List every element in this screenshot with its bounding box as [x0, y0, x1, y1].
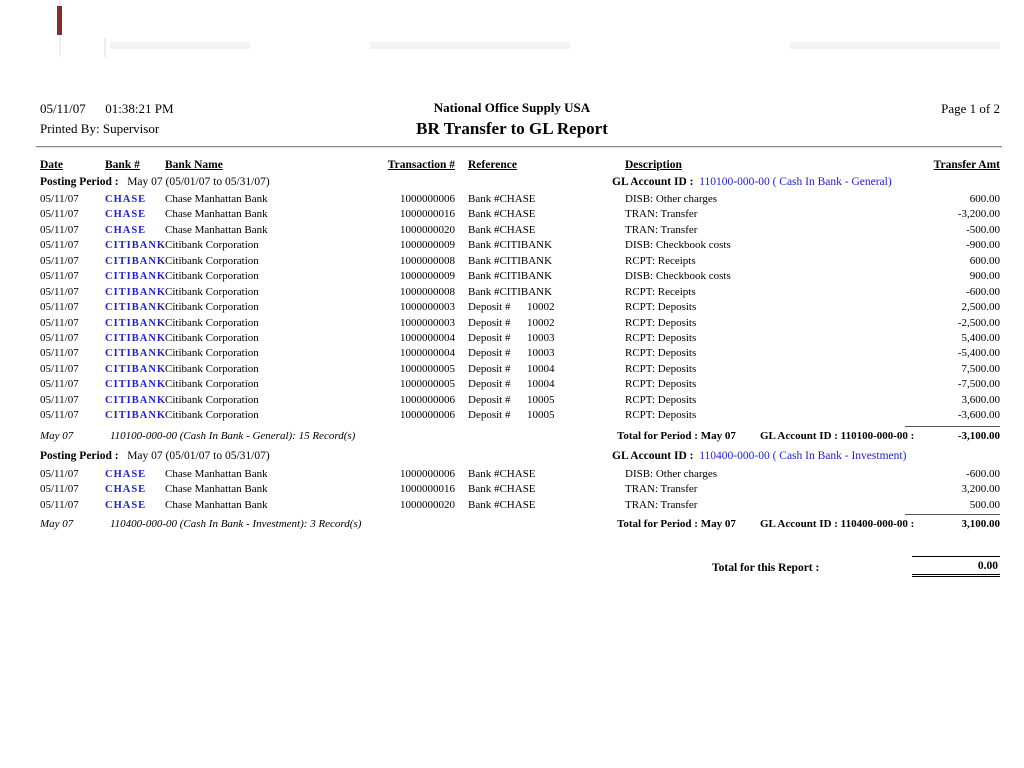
bank-number-link[interactable]: CITIBANK — [105, 379, 167, 391]
subtotal-period: May 07 — [40, 518, 74, 530]
posting-period-label: Posting Period : — [40, 176, 119, 188]
transfer-amount: -5,400.00 — [957, 347, 1000, 360]
description: TRAN: Transfer — [625, 483, 698, 496]
row-date: 05/11/07 — [40, 498, 79, 511]
bank-name: Citibank Corporation — [165, 301, 259, 314]
bank-name: Citibank Corporation — [165, 409, 259, 422]
transaction-number: 1000000016 — [400, 483, 455, 496]
table-row — [40, 347, 1000, 362]
transfer-amount: -7,500.00 — [957, 378, 1000, 391]
transaction-number: 1000000020 — [400, 498, 455, 511]
bank-number-link[interactable]: CHASE — [105, 499, 147, 511]
reference: Bank #CHASE — [468, 208, 536, 221]
bank-number-link[interactable]: CITIBANK — [105, 317, 167, 329]
row-date: 05/11/07 — [40, 285, 79, 298]
scan-artifact-streak — [790, 42, 1000, 49]
bank-number-link[interactable]: CHASE — [105, 209, 147, 221]
transfer-amount: -3,200.00 — [957, 208, 1000, 221]
bank-name: Chase Manhattan Bank — [165, 223, 268, 236]
reference: Deposit # 10004 — [468, 362, 555, 375]
description: RCPT: Deposits — [625, 378, 697, 391]
column-header-transfer-amt: Transfer Amt — [933, 159, 1000, 171]
scan-artifact-red-mark — [57, 6, 62, 35]
transaction-number: 1000000006 — [400, 468, 455, 480]
table-row — [40, 317, 1000, 332]
bank-name: Chase Manhattan Bank — [165, 498, 268, 511]
table-row — [40, 332, 1000, 347]
bank-name: Citibank Corporation — [165, 239, 259, 252]
row-date: 05/11/07 — [40, 208, 79, 221]
bank-name: Chase Manhattan Bank — [165, 468, 268, 480]
description: RCPT: Deposits — [625, 409, 697, 422]
table-row — [40, 193, 1000, 208]
table-row — [40, 363, 1000, 378]
row-date: 05/11/07 — [40, 301, 79, 314]
bank-name: Citibank Corporation — [165, 254, 259, 267]
transaction-table-group-2 — [40, 468, 1000, 514]
table-row — [40, 301, 1000, 316]
reference: Bank #CITIBANK — [468, 254, 553, 267]
transfer-amount: 600.00 — [969, 254, 1000, 267]
scan-artifact-line — [104, 38, 106, 57]
description: RCPT: Receipts — [625, 254, 696, 267]
table-row — [40, 270, 1000, 285]
bank-number-link[interactable]: CITIBANK — [105, 240, 167, 252]
posting-period-value: May 07 (05/01/07 to 05/31/07) — [127, 176, 270, 188]
table-row — [40, 224, 1000, 239]
period-total-amount: -3,100.00 — [905, 426, 1000, 442]
description: TRAN: Transfer — [625, 208, 698, 221]
table-row — [40, 208, 1000, 223]
column-header-reference: Reference — [468, 159, 517, 171]
print-date: 05/11/07 — [40, 101, 86, 116]
reference: Deposit # 10005 — [468, 409, 555, 422]
transfer-amount: 3,600.00 — [961, 393, 1000, 406]
description: RCPT: Deposits — [625, 347, 697, 360]
column-header-date: Date — [40, 159, 63, 171]
bank-name: Chase Manhattan Bank — [165, 208, 268, 221]
transaction-number: 1000000006 — [400, 409, 455, 422]
reference: Deposit # 10004 — [468, 378, 555, 391]
description: DISB: Other charges — [625, 193, 718, 205]
row-date: 05/11/07 — [40, 409, 79, 422]
description: RCPT: Deposits — [625, 362, 697, 375]
subtotal-summary: 110400-000-00 (Cash In Bank - Investment): 3 Record(s) — [110, 518, 362, 530]
column-header-description: Description — [625, 159, 682, 171]
bank-name: Citibank Corporation — [165, 347, 259, 360]
row-date: 05/11/07 — [40, 393, 79, 406]
row-date: 05/11/07 — [40, 316, 79, 329]
reference: Bank #CITIBANK — [468, 285, 553, 298]
header-divider — [36, 146, 1002, 148]
description: RCPT: Deposits — [625, 301, 697, 314]
bank-number-link[interactable]: CITIBANK — [105, 271, 167, 283]
reference: Bank #CHASE — [468, 193, 536, 205]
report-title: BR Transfer to GL Report — [416, 119, 608, 138]
report-total-amount: 0.00 — [912, 556, 1000, 577]
print-time: 01:38:21 PM — [105, 101, 174, 116]
transaction-number: 1000000005 — [400, 378, 455, 391]
gl-account-label: GL Account ID : — [612, 450, 694, 462]
transaction-number: 1000000009 — [400, 270, 455, 283]
description: RCPT: Deposits — [625, 393, 697, 406]
bank-number-link[interactable]: CITIBANK — [105, 348, 167, 360]
description: RCPT: Receipts — [625, 285, 696, 298]
posting-period-row — [40, 450, 1000, 462]
transaction-number: 1000000009 — [400, 239, 455, 252]
column-header-transaction: Transaction # — [387, 159, 455, 171]
reference: Deposit # 10003 — [468, 347, 555, 360]
column-header-row — [40, 159, 1000, 171]
bank-name: Citibank Corporation — [165, 270, 259, 283]
printed-by: Printed By: Supervisor — [40, 121, 160, 136]
posting-period-label: Posting Period : — [40, 450, 119, 462]
transaction-number: 1000000005 — [400, 362, 455, 375]
company-name: National Office Supply USA — [433, 100, 591, 115]
report-total-label: Total for this Report : — [712, 562, 820, 574]
transfer-amount: 500.00 — [969, 498, 1000, 511]
scan-artifact-streak — [370, 42, 570, 49]
row-date: 05/11/07 — [40, 270, 79, 283]
reference: Bank #CHASE — [468, 468, 536, 480]
bank-name: Chase Manhattan Bank — [165, 483, 268, 496]
description: DISB: Other charges — [625, 468, 718, 480]
posting-period-value: May 07 (05/01/07 to 05/31/07) — [127, 450, 270, 462]
transaction-number: 1000000008 — [400, 285, 455, 298]
bank-number-link[interactable]: CHASE — [105, 469, 147, 480]
transfer-amount: -500.00 — [966, 223, 1000, 236]
total-gl-account-label: GL Account ID : 110100-000-00 : — [760, 430, 915, 442]
bank-name: Citibank Corporation — [165, 331, 259, 344]
column-header-bank: Bank # — [105, 159, 140, 171]
table-row — [40, 483, 1000, 498]
row-date: 05/11/07 — [40, 362, 79, 375]
reference: Bank #CITIBANK — [468, 270, 553, 283]
row-date: 05/11/07 — [40, 254, 79, 267]
gl-account-label: GL Account ID : — [612, 176, 694, 188]
row-date: 05/11/07 — [40, 468, 79, 480]
table-row — [40, 468, 1000, 483]
transaction-number: 1000000003 — [400, 316, 455, 329]
description: DISB: Checkbook costs — [625, 239, 731, 252]
transfer-amount: -600.00 — [966, 468, 1000, 480]
transaction-number: 1000000004 — [400, 347, 455, 360]
row-date: 05/11/07 — [40, 239, 79, 252]
bank-number-link[interactable]: CHASE — [105, 484, 147, 496]
total-for-period-label: Total for Period : May 07 — [617, 518, 736, 530]
bank-number-link[interactable]: CITIBANK — [105, 410, 167, 422]
transaction-table-group-1 — [40, 193, 1000, 425]
row-date: 05/11/07 — [40, 378, 79, 391]
table-row — [40, 255, 1000, 270]
row-date: 05/11/07 — [40, 331, 79, 344]
table-row — [40, 239, 1000, 254]
bank-number-link[interactable]: CITIBANK — [105, 332, 167, 344]
bank-number-link[interactable]: CITIBANK — [105, 363, 167, 375]
table-row — [40, 378, 1000, 393]
bank-number-link[interactable]: CHASE — [105, 194, 147, 205]
transaction-number: 1000000020 — [400, 223, 455, 236]
transaction-number: 1000000006 — [400, 393, 455, 406]
description: RCPT: Deposits — [625, 331, 697, 344]
reference: Deposit # 10003 — [468, 331, 555, 344]
row-date: 05/11/07 — [40, 193, 79, 205]
transfer-amount: 7,500.00 — [961, 362, 1000, 375]
transfer-amount: 5,400.00 — [961, 331, 1000, 344]
transfer-amount: 900.00 — [969, 270, 1000, 283]
description: DISB: Checkbook costs — [625, 270, 731, 283]
reference: Deposit # 10002 — [468, 301, 555, 314]
period-total-amount: 3,100.00 — [905, 514, 1000, 530]
transaction-number: 1000000003 — [400, 301, 455, 314]
transfer-amount: 600.00 — [969, 193, 1000, 205]
bank-name: Citibank Corporation — [165, 393, 259, 406]
transfer-amount: -2,500.00 — [957, 316, 1000, 329]
scan-artifact-streak — [110, 42, 250, 49]
table-row — [40, 499, 1000, 514]
bank-number-link[interactable]: CHASE — [105, 224, 147, 236]
description: TRAN: Transfer — [625, 498, 698, 511]
page-number: Page 1 of 2 — [941, 101, 1000, 116]
gl-account-link[interactable]: 110400-000-00 ( Cash In Bank - Investment) — [699, 450, 907, 462]
reference: Bank #CHASE — [468, 223, 536, 236]
transaction-number: 1000000004 — [400, 331, 455, 344]
gl-account-link[interactable]: 110100-000-00 ( Cash In Bank - General) — [699, 176, 892, 188]
reference: Deposit # 10005 — [468, 393, 555, 406]
row-date: 05/11/07 — [40, 483, 79, 496]
bank-name: Citibank Corporation — [165, 362, 259, 375]
posting-period-row — [40, 176, 1000, 188]
bank-name: Citibank Corporation — [165, 378, 259, 391]
transfer-amount: -3,600.00 — [957, 409, 1000, 422]
transaction-number: 1000000016 — [400, 208, 455, 221]
subtotal-period: May 07 — [40, 430, 74, 442]
reference: Bank #CHASE — [468, 498, 536, 511]
table-row — [40, 409, 1000, 424]
transfer-amount: 2,500.00 — [961, 301, 1000, 314]
bank-name: Citibank Corporation — [165, 285, 259, 298]
bank-name: Citibank Corporation — [165, 316, 259, 329]
description: RCPT: Deposits — [625, 316, 697, 329]
table-row — [40, 394, 1000, 409]
bank-number-link[interactable]: CITIBANK — [105, 286, 167, 298]
column-header-bank-name: Bank Name — [165, 159, 223, 171]
row-date: 05/11/07 — [40, 347, 79, 360]
reference: Bank #CHASE — [468, 483, 536, 496]
reference: Bank #CITIBANK — [468, 239, 553, 252]
transfer-amount: -600.00 — [966, 285, 1000, 298]
bank-number-link[interactable]: CITIBANK — [105, 394, 167, 406]
total-for-period-label: Total for Period : May 07 — [617, 430, 736, 442]
subtotal-summary: 110100-000-00 (Cash In Bank - General): 15 Record(s) — [110, 430, 356, 442]
transfer-amount: 3,200.00 — [961, 483, 1000, 496]
transaction-number: 1000000006 — [400, 193, 455, 205]
description: TRAN: Transfer — [625, 223, 698, 236]
transfer-amount: -900.00 — [966, 239, 1000, 252]
total-gl-account-label: GL Account ID : 110400-000-00 : — [760, 518, 915, 530]
reference: Deposit # 10002 — [468, 316, 555, 329]
transaction-number: 1000000008 — [400, 254, 455, 267]
bank-name: Chase Manhattan Bank — [165, 193, 268, 205]
row-date: 05/11/07 — [40, 223, 79, 236]
bank-number-link[interactable]: CITIBANK — [105, 255, 167, 267]
bank-number-link[interactable]: CITIBANK — [105, 302, 167, 314]
table-row — [40, 286, 1000, 301]
